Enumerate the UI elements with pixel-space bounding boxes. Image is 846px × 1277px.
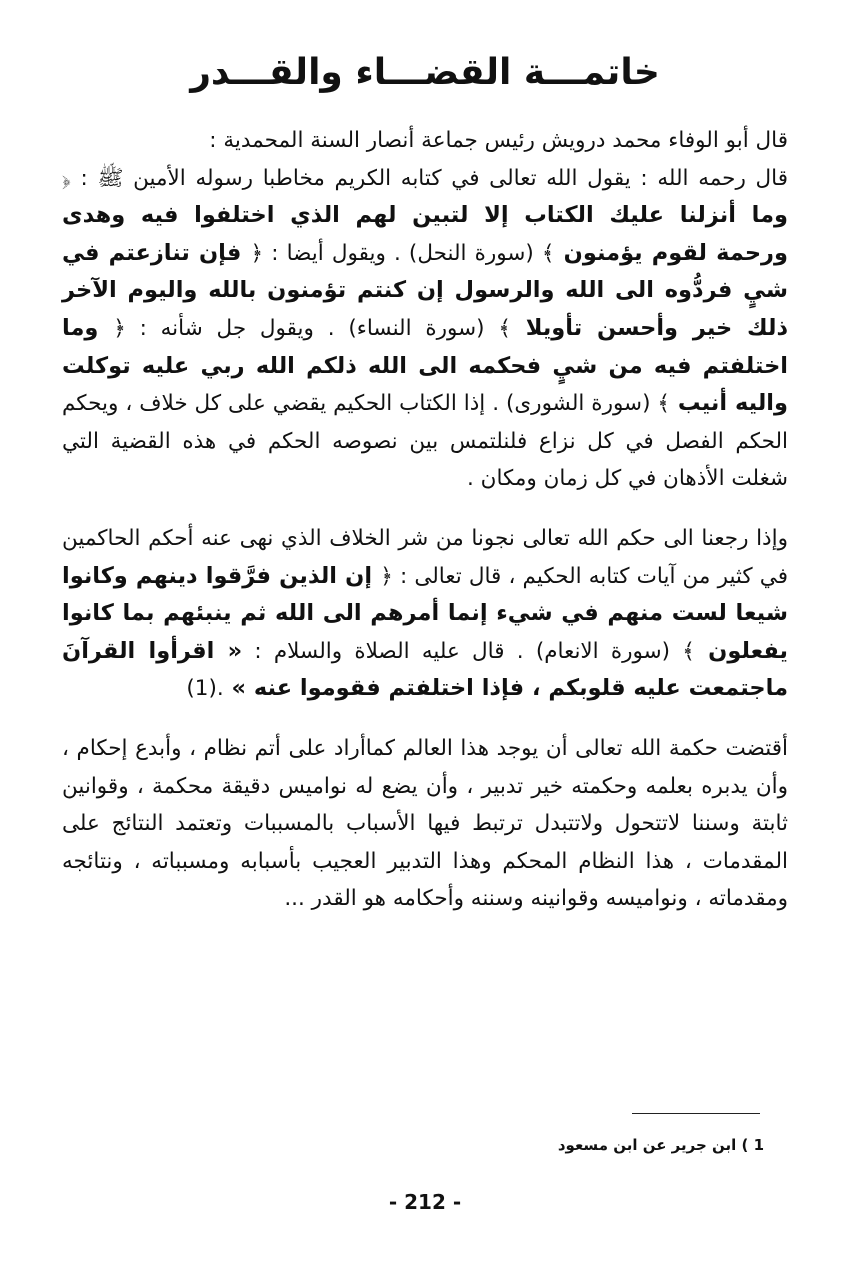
text-segment: قال رحمه الله : يقول الله تعالى في كتابه الكريم مخاطبا رسوله الأمين ﷺ : ﴿ (62, 165, 788, 191)
body-text (62, 122, 788, 918)
text-segment: ﴾ (سورة النساء) . ويقول جل شأنه : ﴿ (113, 315, 511, 341)
footnote-ref: .(1) (186, 676, 224, 702)
text-segment: ﴾ (سورة النحل) . ويقول أيضا : ﴿ (250, 240, 555, 266)
paragraph-3 (62, 730, 788, 918)
intro-line: قال أبو الوفاء محمد درويش رئيس جماعة أنصار السنة المحمدية : (209, 128, 788, 153)
text-segment: وإذا رجعنا الى حكم الله تعالى نجونا من شر الخلاف الذي نهى عنه أحكم الحاكمين في كثير من آيات كتابه الحكيم ، قال تعالى : ﴿ (62, 525, 788, 589)
quran-verse: إن الذين فرَّقوا دينهم وكانوا شيعا لست منهم في شيء إنما أمرهم الى الله ثم ينبئهم بما كانوا يفعلون (62, 562, 788, 664)
quran-verse: فإن تنازعتم في شيٍ فردُّوه الى الله والرسول إن كنتم تؤمنون بالله واليوم الآخر ذلك خير وأحسن تأويلا (62, 239, 789, 341)
hadith-quote: « اقرأوا القرآنَ ماجتمعت عليه قلوبكم ، فإذا اختلفتم فقوموا عنه » (62, 637, 788, 702)
footnote: 1 ) ابن جرير عن ابن مسعود (557, 1136, 764, 1154)
page-title: خاتمـــة القضـــاء والقـــدر (190, 52, 660, 93)
text-segment: ﴾ (سورة الانعام) . قال عليه الصلاة والسلام : (242, 638, 695, 664)
quran-verse: وما اختلفتم فيه من شيٍ فحكمه الى الله ذلكم الله ربي عليه توكلت واليه أنيب (62, 314, 788, 417)
page-number: - 212 - (388, 1190, 462, 1214)
paragraph-2 (62, 520, 788, 708)
paragraph-1 (62, 122, 788, 498)
text-segment: أقتضت حكمة الله تعالى أن يوجد هذا العالم كماأراد على أتم نظام ، وأبدع إحكام ، وأن يدبره بعلمه وحكمته خير تدبير ، وأن يضع له نواميس دقيقة محكمة ، وقوانين ثابتة وسننا لاتتحول ولاتتبدل ترتبط فيها الأسباب بالمسببات وتعتمد النتائج على المقدمات ، هذا النظام المحكم وهذا التدبير العجيب بأسبابه ومسبباته ، ونتائجه ومقدماته ، ونواميسه وقوانينه وسننه وأحكامه هو القدر ... (62, 735, 788, 912)
quran-verse: وما أنزلنا عليك الكتاب إلا لتبين لهم الذي اختلفوا فيه وهدى ورحمة لقوم يؤمنون (62, 202, 788, 266)
text-segment: ﴾ (سورة الشورى) . إذا الكتاب الحكيم يقضي على كل خلاف ، ويحكم الحكم الفصل في كل نزاع فلنلتمس بين نصوصه الحكم في هذه القضية التي شغلت الأذهان في كل زمان ومكان . (62, 391, 788, 492)
footnote-divider (632, 1113, 760, 1114)
